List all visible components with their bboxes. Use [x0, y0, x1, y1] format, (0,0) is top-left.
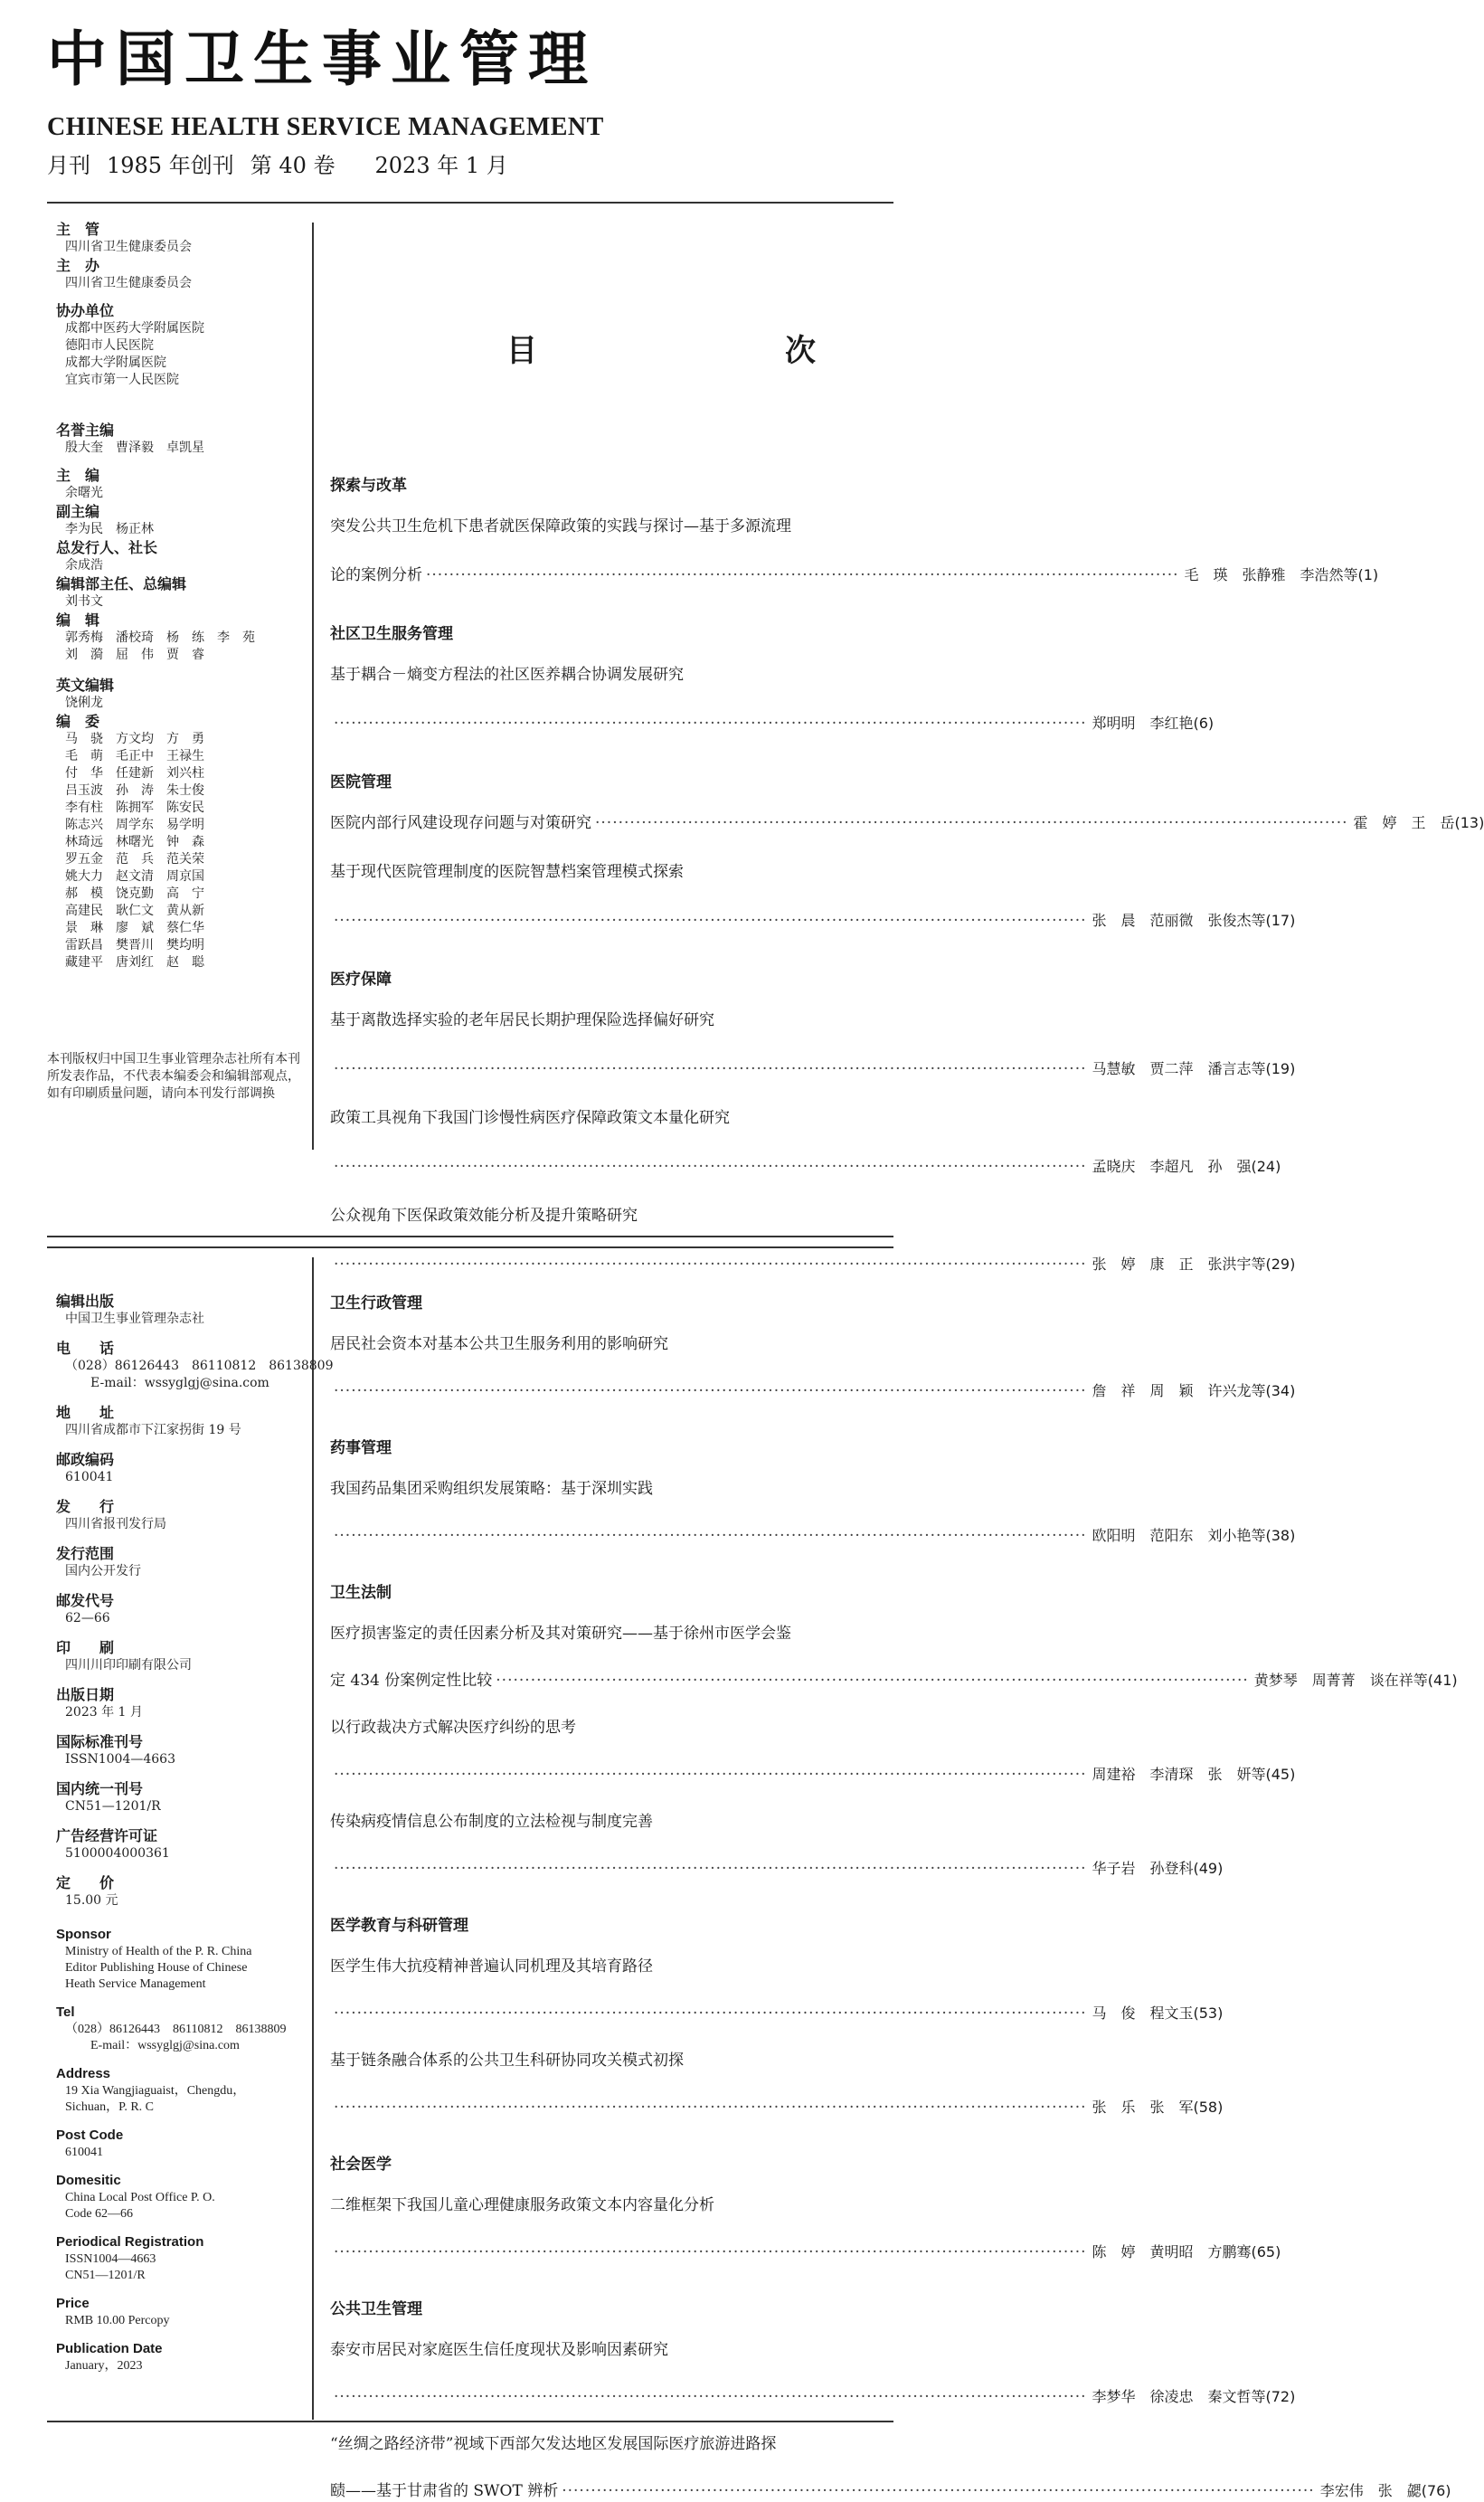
toc-authors-page: 张 婷 康 正 张洪宇等(29)	[1092, 1254, 1296, 1275]
dot-leader	[334, 1254, 1087, 1275]
publishing-info-value: 15.00 元	[56, 1892, 318, 1910]
toc-authors-page: 孟晓庆 李超凡 孙 强(24)	[1092, 1156, 1281, 1178]
publishing-info-value: 610041	[56, 1469, 318, 1486]
masthead-block-value: 郭秀梅 潘校琦 杨 练 李 苑 刘 漪 屈 伟 贾 睿	[56, 630, 318, 664]
publishing-info-value: 2023 年 1 月	[56, 1704, 318, 1721]
publishing-info-heading: 邮政编码	[56, 1450, 318, 1469]
toc-article-title[interactable]: 传染病疫情信息公布制度的立法检视与制度完善	[330, 1811, 653, 1833]
dot-leader	[496, 1670, 1249, 1692]
publishing-info-en-heading: Price	[56, 2295, 318, 2313]
toc-authors-page: 郑明明 李红艳(6)	[1092, 713, 1215, 734]
publishing-info-en-heading: Sponsor	[56, 1926, 318, 1944]
toc-article-title[interactable]: 二维框架下我国儿童心理健康服务政策文本内容量化分析	[330, 2194, 714, 2216]
dot-leader	[334, 1380, 1087, 1402]
dot-leader	[334, 2386, 1087, 2408]
toc-authors-page: 张 晨 范丽微 张俊杰等(17)	[1092, 910, 1296, 932]
publishing-info-value: 四川省报刊发行局	[56, 1516, 318, 1533]
masthead-block-value: 余曙光	[56, 485, 318, 502]
toc-section-heading: 药事管理	[330, 1438, 392, 1458]
masthead-block-value: 成都中医药大学附属医院 德阳市人民医院 成都大学附属医院 宜宾市第一人民医院	[56, 320, 318, 389]
publishing-info-en-heading: Address	[56, 2065, 318, 2083]
masthead-block-heading: 总发行人、社长	[56, 539, 318, 557]
publishing-info-block	[56, 1638, 318, 1674]
masthead-block	[56, 302, 318, 389]
toc-entry-line[interactable]	[330, 2097, 862, 2118]
toc-authors-page: 詹 祥 周 颖 许兴龙等(34)	[1092, 1380, 1296, 1402]
masthead-block-heading: 主 管	[56, 221, 318, 239]
publishing-info-heading: 电 话	[56, 1339, 318, 1358]
toc-authors-page: 周建裕 李清琛 张 妍等(45)	[1092, 1764, 1296, 1786]
toc-authors-page: 李梦华 徐凌忠 秦文哲等(72)	[1092, 2386, 1296, 2408]
publishing-info-heading: 出版日期	[56, 1685, 318, 1704]
copyright-note: 本刊版权归中国卫生事业管理杂志社所有本刊所发表作品，不代表本编委会和编辑部观点，如有印刷质量问题，请向本刊发行部调换	[47, 1051, 309, 1103]
masthead-block	[56, 422, 318, 457]
masthead-block	[56, 575, 318, 611]
publishing-info-value: （028）86126443 86110812 86138809 E-mail：wssyglgj@sina.com	[56, 1358, 318, 1392]
publishing-info-value: 5100004000361	[56, 1845, 318, 1862]
masthead-block-heading: 编 委	[56, 713, 318, 731]
masthead-block-heading: 主 办	[56, 257, 318, 275]
toc-article-title[interactable]: 基于链条融合体系的公共卫生科研协同攻关模式初探	[330, 2050, 684, 2071]
dot-leader	[334, 1858, 1087, 1880]
publishing-info-en-value: January，2023	[56, 2358, 318, 2374]
masthead-block-heading: 副主编	[56, 503, 318, 521]
toc-entry-line[interactable]	[330, 713, 862, 734]
dot-leader	[334, 1525, 1087, 1547]
toc-section-heading: 公共卫生管理	[330, 2299, 422, 2319]
dot-leader	[334, 1058, 1087, 1080]
publishing-info-en-block	[56, 1926, 318, 1993]
publishing-info-heading: 编辑出版	[56, 1292, 318, 1311]
publishing-info-en-block	[56, 2340, 318, 2374]
publishing-info-en-heading: Periodical Registration	[56, 2233, 318, 2251]
toc-authors-page: 马慧敏 贾二萍 潘言志等(19)	[1092, 1058, 1296, 1080]
toc-article-title-end: 赜——基于甘肃省的 SWOT 辨析	[330, 2480, 558, 2502]
toc-authors-page: 华子岩 孙登科(49)	[1092, 1858, 1224, 1880]
toc-entry-line[interactable]	[330, 910, 862, 932]
masthead-block	[56, 221, 318, 256]
masthead-block	[56, 503, 318, 538]
publishing-info-block	[56, 1339, 318, 1392]
publishing-info-heading: 国内统一刊号	[56, 1779, 318, 1798]
toc-authors-page: 霍 婷 王 岳(13)	[1354, 812, 1484, 834]
publishing-info-en-value: 610041	[56, 2145, 318, 2161]
masthead-block-heading: 编 辑	[56, 611, 318, 630]
toc-authors-page: 欧阳明 范阳东 刘小艳等(38)	[1092, 1525, 1296, 1547]
masthead-block-value: 四川省卫生健康委员会	[56, 275, 318, 292]
toc-article-title[interactable]: 公众视角下医保政策效能分析及提升策略研究	[330, 1205, 638, 1227]
publishing-info-block	[56, 1591, 318, 1627]
masthead-block	[56, 539, 318, 574]
footer-rule	[47, 2421, 893, 2422]
publishing-info-en-block	[56, 2127, 318, 2161]
publishing-info-en-block	[56, 2004, 318, 2054]
toc-article-title[interactable]: 医疗损害鉴定的责任因素分析及其对策研究——基于徐州市医学会鉴	[330, 1623, 791, 1644]
dot-leader	[562, 2480, 1315, 2502]
toc-article-title-end: 定 434 份案例定性比较	[330, 1670, 492, 1692]
publishing-info-block	[56, 1873, 318, 1910]
dot-leader	[334, 1764, 1087, 1786]
masthead-block-value: 四川省卫生健康委员会	[56, 239, 318, 256]
publishing-info-block	[56, 1732, 318, 1768]
publishing-info-en-heading: Publication Date	[56, 2340, 318, 2358]
dot-leader	[334, 713, 1087, 734]
toc-entry-line[interactable]	[330, 1764, 862, 1786]
dot-leader	[334, 1156, 1087, 1178]
toc-entry-line[interactable]	[330, 1254, 862, 1275]
publishing-info-value: ISSN1004—4663	[56, 1751, 318, 1768]
dot-leader	[334, 910, 1087, 932]
toc-section-heading: 医院管理	[330, 772, 392, 792]
masthead-block	[56, 257, 318, 292]
publishing-info-block	[56, 1826, 318, 1862]
toc-section-heading: 医疗保障	[330, 970, 392, 990]
publishing-info-block	[56, 1779, 318, 1815]
issue-founded: 1985 年创刊	[107, 152, 234, 179]
masthead-block	[56, 713, 318, 971]
issue-line	[47, 152, 508, 179]
publishing-info-value: CN51—1201/R	[56, 1798, 318, 1815]
publishing-info-heading: 邮发代号	[56, 1591, 318, 1610]
issue-date: 2023 年 1 月	[375, 152, 508, 179]
toc-entry-line[interactable]	[330, 564, 862, 586]
toc-authors-page: 陈 婷 黄明昭 方鹏骞(65)	[1092, 2241, 1281, 2263]
toc-article-title[interactable]: 医学生伟大抗疫精神普遍认同机理及其培育路径	[330, 1956, 653, 1977]
toc-article-title[interactable]: 以行政裁决方式解决医疗纠纷的思考	[330, 1717, 576, 1739]
masthead-block-value: 饶俐龙	[56, 695, 318, 712]
toc-section-heading: 卫生行政管理	[330, 1294, 422, 1313]
publishing-info-block	[56, 1685, 318, 1721]
toc-entry-line[interactable]	[330, 2241, 862, 2263]
toc-article-title[interactable]: 突发公共卫生危机下患者就医保障政策的实践与探讨—基于多源流理	[330, 516, 791, 537]
publishing-info-en-value: （028）86126443 86110812 86138809 E-mail：wssyglgj@sina.com	[56, 2022, 318, 2054]
toc-section-heading: 社区卫生服务管理	[330, 624, 453, 644]
toc-entry-line[interactable]	[330, 1670, 862, 1692]
toc-entry-line[interactable]	[330, 2003, 862, 2024]
masthead-block-value: 马 骁 方文均 方 勇 毛 萌 毛正中 王禄生 付 华 任建新 刘兴柱 吕玉波 孙 涛 朱士俊 李有柱 陈拥军 陈安民 陈志兴 周学东 易学明 林琦远 林曙光 钟 森 罗五金 范 兵 范关荣 姚大力 赵文清 周京国 郝 模 饶克勤 高 宁 高建民 耿仁文 黄从新 景 琳 廖 斌 蔡仁华 雷跃昌 樊晋川 樊均明 藏建平 唐刘红 赵 聪	[56, 731, 318, 971]
toc-entry-line[interactable]	[330, 2480, 862, 2502]
masthead-block	[56, 677, 318, 712]
publishing-info-block	[56, 1450, 318, 1486]
publishing-info-en-value: RMB 10.00 Percopy	[56, 2313, 318, 2329]
publishing-info-block	[56, 1403, 318, 1439]
publishing-info-en-block	[56, 2233, 318, 2284]
dot-leader	[334, 2241, 1087, 2263]
publishing-info-value: 四川川印印刷有限公司	[56, 1657, 318, 1674]
publishing-info-en-value: ISSN1004—4663 CN51—1201/R	[56, 2251, 318, 2284]
toc-article-title-end: 论的案例分析	[330, 564, 422, 586]
publishing-info-heading: 发 行	[56, 1497, 318, 1516]
masthead-block-heading: 协办单位	[56, 302, 318, 320]
toc-entry-line[interactable]	[330, 1156, 862, 1178]
publishing-info-block	[56, 1544, 318, 1580]
publishing-info-block	[56, 1292, 318, 1328]
publishing-info-heading: 定 价	[56, 1873, 318, 1892]
toc-section-heading: 医学教育与科研管理	[330, 1916, 468, 1936]
publishing-info-block	[56, 1497, 318, 1533]
toc-article-title[interactable]: 基于现代医院管理制度的医院智慧档案管理模式探索	[330, 861, 684, 883]
toc-article-title-end: 医院内部行风建设现存问题与对策研究	[330, 812, 591, 834]
toc-entry-line[interactable]	[330, 1525, 862, 1547]
dot-leader	[426, 564, 1179, 586]
journal-title-en: CHINESE HEALTH SERVICE MANAGEMENT	[47, 112, 604, 143]
issue-frequency: 月刊	[47, 152, 90, 179]
publishing-info-en-value: Ministry of Health of the P. R. China Editor Publishing House of Chinese Heath Service Management	[56, 1944, 318, 1993]
toc-article-title[interactable]: 基于离散选择实验的老年居民长期护理保险选择偏好研究	[330, 1009, 714, 1031]
toc-authors-page: 黄梦琴 周菁菁 谈在祥等(41)	[1254, 1670, 1458, 1692]
publishing-info-heading: 国际标准刊号	[56, 1732, 318, 1751]
masthead-block-value: 余成浩	[56, 557, 318, 574]
dot-leader	[334, 2097, 1087, 2118]
publishing-info-heading: 发行范围	[56, 1544, 318, 1563]
toc-entry-line[interactable]	[330, 1380, 862, 1402]
toc-authors-page: 毛 瑛 张静雅 李浩然等(1)	[1185, 564, 1379, 586]
masthead-block-value: 刘书文	[56, 593, 318, 611]
mid-rule-1	[47, 1236, 893, 1237]
publishing-info-value: 中国卫生事业管理杂志社	[56, 1311, 318, 1328]
toc-article-title[interactable]: 基于耦合－熵变方程法的社区医养耦合协调发展研究	[330, 664, 684, 686]
toc-article-title[interactable]: 居民社会资本对基本公共卫生服务利用的影响研究	[330, 1333, 668, 1355]
publishing-info-heading: 印 刷	[56, 1638, 318, 1657]
toc-authors-page: 马 俊 程文玉(53)	[1092, 2003, 1224, 2024]
masthead-block-heading: 主 编	[56, 467, 318, 485]
publishing-info-en-heading: Domesitic	[56, 2172, 318, 2190]
toc-section-heading: 卫生法制	[330, 1583, 392, 1603]
publishing-info-en-block	[56, 2065, 318, 2116]
toc-title: 目 次	[506, 333, 924, 369]
publishing-info-heading: 地 址	[56, 1403, 318, 1422]
publishing-info-en-heading: Tel	[56, 2004, 318, 2022]
dot-leader	[595, 812, 1348, 834]
masthead-block	[56, 467, 318, 502]
masthead-block	[56, 611, 318, 664]
publishing-info-en-block	[56, 2295, 318, 2329]
toc-article-title[interactable]: 政策工具视角下我国门诊慢性病医疗保障政策文本量化研究	[330, 1107, 730, 1129]
toc-section-heading: 社会医学	[330, 2155, 392, 2175]
publishing-info-heading: 广告经营许可证	[56, 1826, 318, 1845]
toc-authors-page: 李宏伟 张 勰(76)	[1320, 2480, 1451, 2502]
journal-title-cn: 中国卫生事业管理	[47, 24, 597, 96]
header-rule	[47, 202, 893, 204]
publishing-info-value: 四川省成都市下江家拐街 19 号	[56, 1422, 318, 1439]
mid-rule-2	[47, 1246, 893, 1248]
toc-entry-line[interactable]	[330, 2386, 862, 2408]
toc-section-heading: 探索与改革	[330, 476, 407, 496]
publishing-info-en-value: China Local Post Office P. O. Code 62—66	[56, 2190, 318, 2222]
masthead-block-heading: 英文编辑	[56, 677, 318, 695]
toc-entry-line[interactable]	[330, 1858, 862, 1880]
dot-leader	[334, 2003, 1087, 2024]
publishing-info-value: 国内公开发行	[56, 1563, 318, 1580]
toc-entry-line[interactable]	[330, 812, 862, 834]
toc-article-title[interactable]: 我国药品集团采购组织发展策略：基于深圳实践	[330, 1478, 653, 1500]
publishing-info-en-block	[56, 2172, 318, 2222]
toc-authors-page: 张 乐 张 军(58)	[1092, 2097, 1224, 2118]
publishing-info-en-value: 19 Xia Wangjiaguaist，Chengdu， Sichuan，P. R. C	[56, 2083, 318, 2116]
toc-entry-line[interactable]	[330, 1058, 862, 1080]
masthead-block-heading: 名誉主编	[56, 422, 318, 440]
masthead-block-value: 殷大奎 曹泽毅 卓凯星	[56, 440, 318, 457]
issue-volume: 第 40 卷	[250, 152, 336, 179]
publishing-info-en-heading: Post Code	[56, 2127, 318, 2145]
masthead-block-value: 李为民 杨正林	[56, 521, 318, 538]
toc-article-title[interactable]: “丝绸之路经济带”视域下西部欠发达地区发展国际医疗旅游进路探	[330, 2433, 776, 2455]
publishing-info-value: 62—66	[56, 1610, 318, 1627]
toc-article-title[interactable]: 泰安市居民对家庭医生信任度现状及影响因素研究	[330, 2339, 668, 2361]
masthead-block-heading: 编辑部主任、总编辑	[56, 575, 318, 593]
